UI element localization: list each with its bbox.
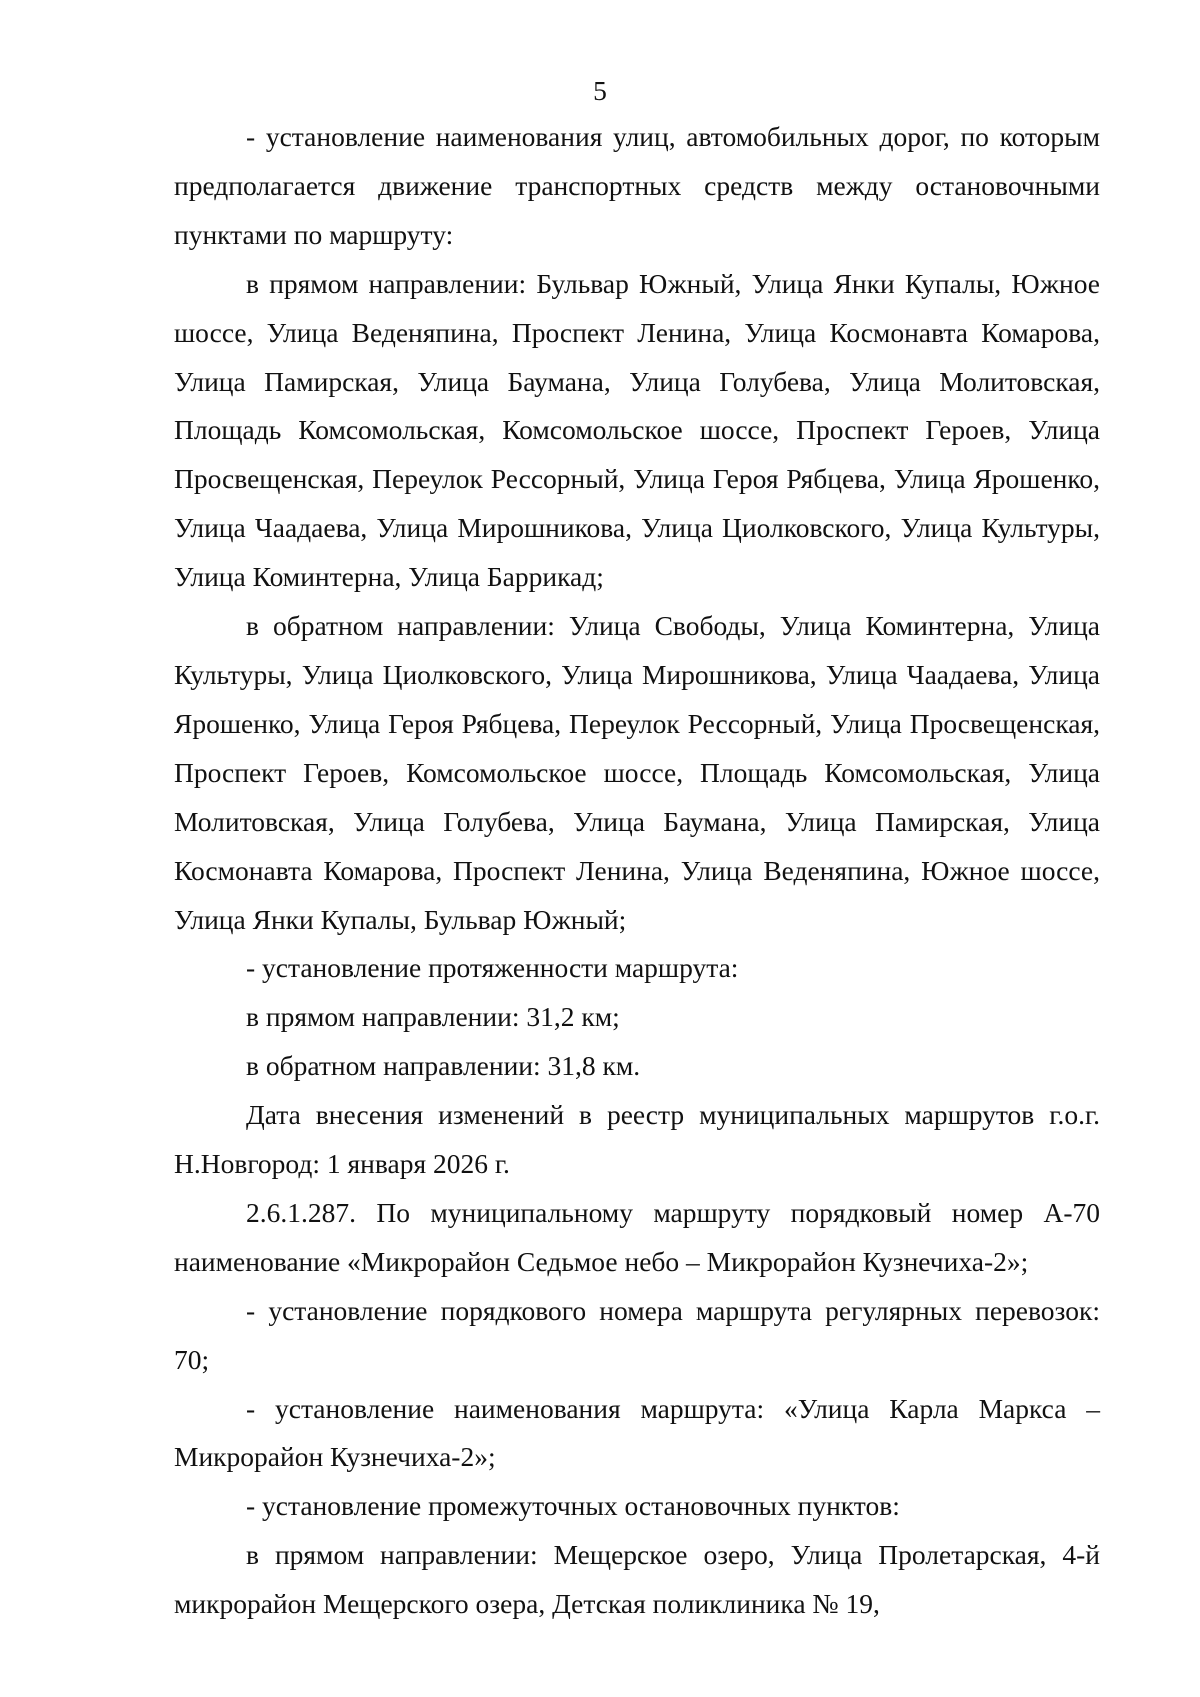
- paragraph-route-name: - установление наименования маршрута: «Улица Карла Маркса – Микрорайон Кузнечиха-2»;: [174, 1392, 1100, 1473]
- paragraph-forward-stops: в прямом направлении: Мещерское озеро, Улица Пролетарская, 4-й микрорайон Мещерского озера, Детская поликлиника № 19,: [174, 1539, 1100, 1620]
- paragraph-registry-date: Дата внесения изменений в реестр муниципальных маршрутов г.о.г. Н.Новгород: 1 января 2026 г.: [174, 1099, 1100, 1180]
- paragraph-street-names-heading: - установление наименования улиц, автомобильных дорог, по которым предполагается движение транспортных средств между остановочными пунктами по маршруту:: [174, 121, 1100, 250]
- paragraph-forward-streets: в прямом направлении: Бульвар Южный, Улица Янки Купалы, Южное шоссе, Улица Веденяпина, Проспект Ленина, Улица Космонавта Комарова, Улица Памирская, Улица Баумана, Улица Голубева, Улица Молитовская, Площадь Комсомольская, Комсомольское шоссе, Проспект Героев, Улица Просвещенская, Переулок Рессорный, Улица Героя Рябцева, Улица Ярошенко, Улица Чаадаева, Улица Мирошникова, Улица Циолковского, Улица Культуры, Улица Коминтерна, Улица Баррикад;: [174, 267, 1100, 593]
- paragraph-route-number: - установление порядкового номера маршрута регулярных перевозок: 70;: [174, 1294, 1100, 1375]
- page-number: 5: [593, 75, 607, 106]
- paragraph-route-length-heading: - установление протяженности маршрута:: [246, 952, 739, 984]
- paragraph-reverse-streets: в обратном направлении: Улица Свободы, Улица Коминтерна, Улица Культуры, Улица Циолковского, Улица Мирошникова, Улица Чаадаева, Улица Ярошенко, Улица Героя Рябцева, Переулок Рессорный, Улица Просвещенская, Проспект Героев, Комсомольское шоссе, Площадь Комсомольская, Улица Молитовская, Улица Голубева, Улица Баумана, Улица Памирская, Улица Космонавта Комарова, Проспект Ленина, Улица Веденяпина, Южное шоссе, Улица Янки Купалы, Бульвар Южный;: [174, 610, 1100, 935]
- document-body: [174, 113, 1100, 1629]
- paragraph-stops-heading: - установление промежуточных остановочных пунктов:: [246, 1490, 900, 1522]
- paragraph-reverse-length: в обратном направлении: 31,8 км.: [246, 1050, 641, 1082]
- paragraph-forward-length: в прямом направлении: 31,2 км;: [246, 1001, 620, 1033]
- paragraph-route-a70: 2.6.1.287. По муниципальному маршруту порядковый номер А-70 наименование «Микрорайон Седьмое небо – Микрорайон Кузнечиха-2»;: [174, 1196, 1100, 1277]
